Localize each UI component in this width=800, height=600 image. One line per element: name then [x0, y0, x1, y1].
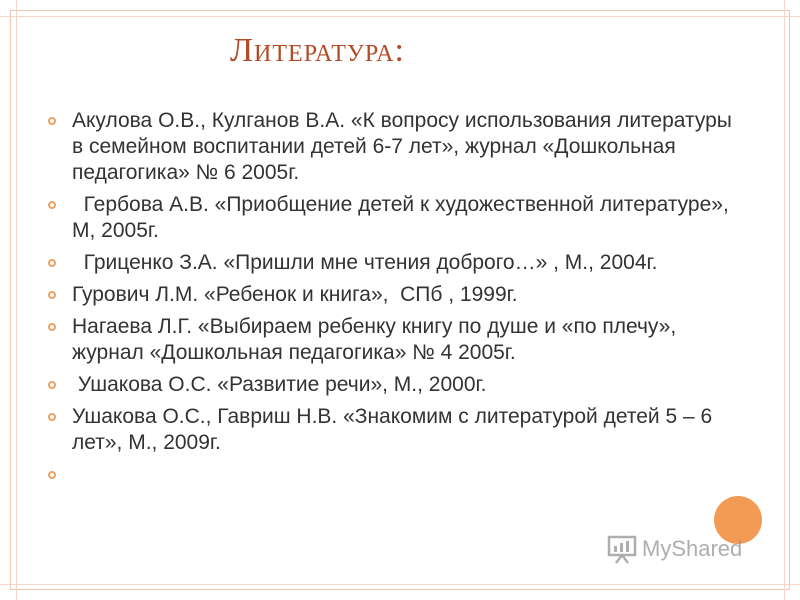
list-item-empty — [48, 462, 738, 488]
bullet-icon — [48, 291, 56, 299]
frame-line-top — [0, 16, 800, 17]
frame-line-left — [16, 0, 17, 600]
list-item — [48, 108, 738, 186]
bullet-icon — [48, 323, 56, 331]
list-item-text: Гурович Л.М. «Ребенок и книга», СПб , 1999г. — [72, 283, 518, 306]
list-item — [48, 404, 738, 456]
bullet-icon — [48, 381, 56, 389]
frame-line-bottom — [0, 584, 800, 585]
list-item — [48, 250, 738, 276]
list-item — [48, 314, 738, 366]
list-item — [48, 372, 738, 398]
bullet-icon — [48, 259, 56, 267]
bullet-icon — [48, 471, 56, 479]
bullet-icon — [48, 117, 56, 125]
list-item-text: Акулова О.В., Кулганов В.А. «К вопросу использования литературы в семейном воспитании детей 6-7 лет», журнал «Дошкольная педагогика» № 6 2005г. — [72, 109, 732, 184]
bibliography-list — [48, 108, 738, 494]
list-item-text: Ушакова О.С. «Развитие речи», М., 2000г. — [72, 373, 487, 396]
presentation-board-icon — [606, 534, 638, 564]
list-item-text: Гербова А.В. «Приобщение детей к художественной литературе», М, 2005г. — [72, 193, 735, 242]
list-item-text: Гриценко З.А. «Пришли мне чтения доброго…» , М., 2004г. — [72, 251, 658, 274]
bullet-icon — [48, 201, 56, 209]
bullet-icon — [48, 413, 56, 421]
watermark — [606, 534, 742, 564]
list-item — [48, 282, 738, 308]
list-item-text: Ушакова О.С., Гавриш Н.В. «Знакомим с литературой детей 5 – 6 лет», М., 2009г. — [72, 405, 713, 454]
slide-title: Литература: — [230, 32, 405, 69]
frame-line-right — [784, 0, 785, 600]
list-item — [48, 192, 738, 244]
watermark-text: MyShared — [642, 536, 743, 561]
list-item-text: Нагаева Л.Г. «Выбираем ребенку книгу по душе и «по плечу», журнал «Дошкольная педагогика» № 4 2005г. — [72, 315, 677, 364]
